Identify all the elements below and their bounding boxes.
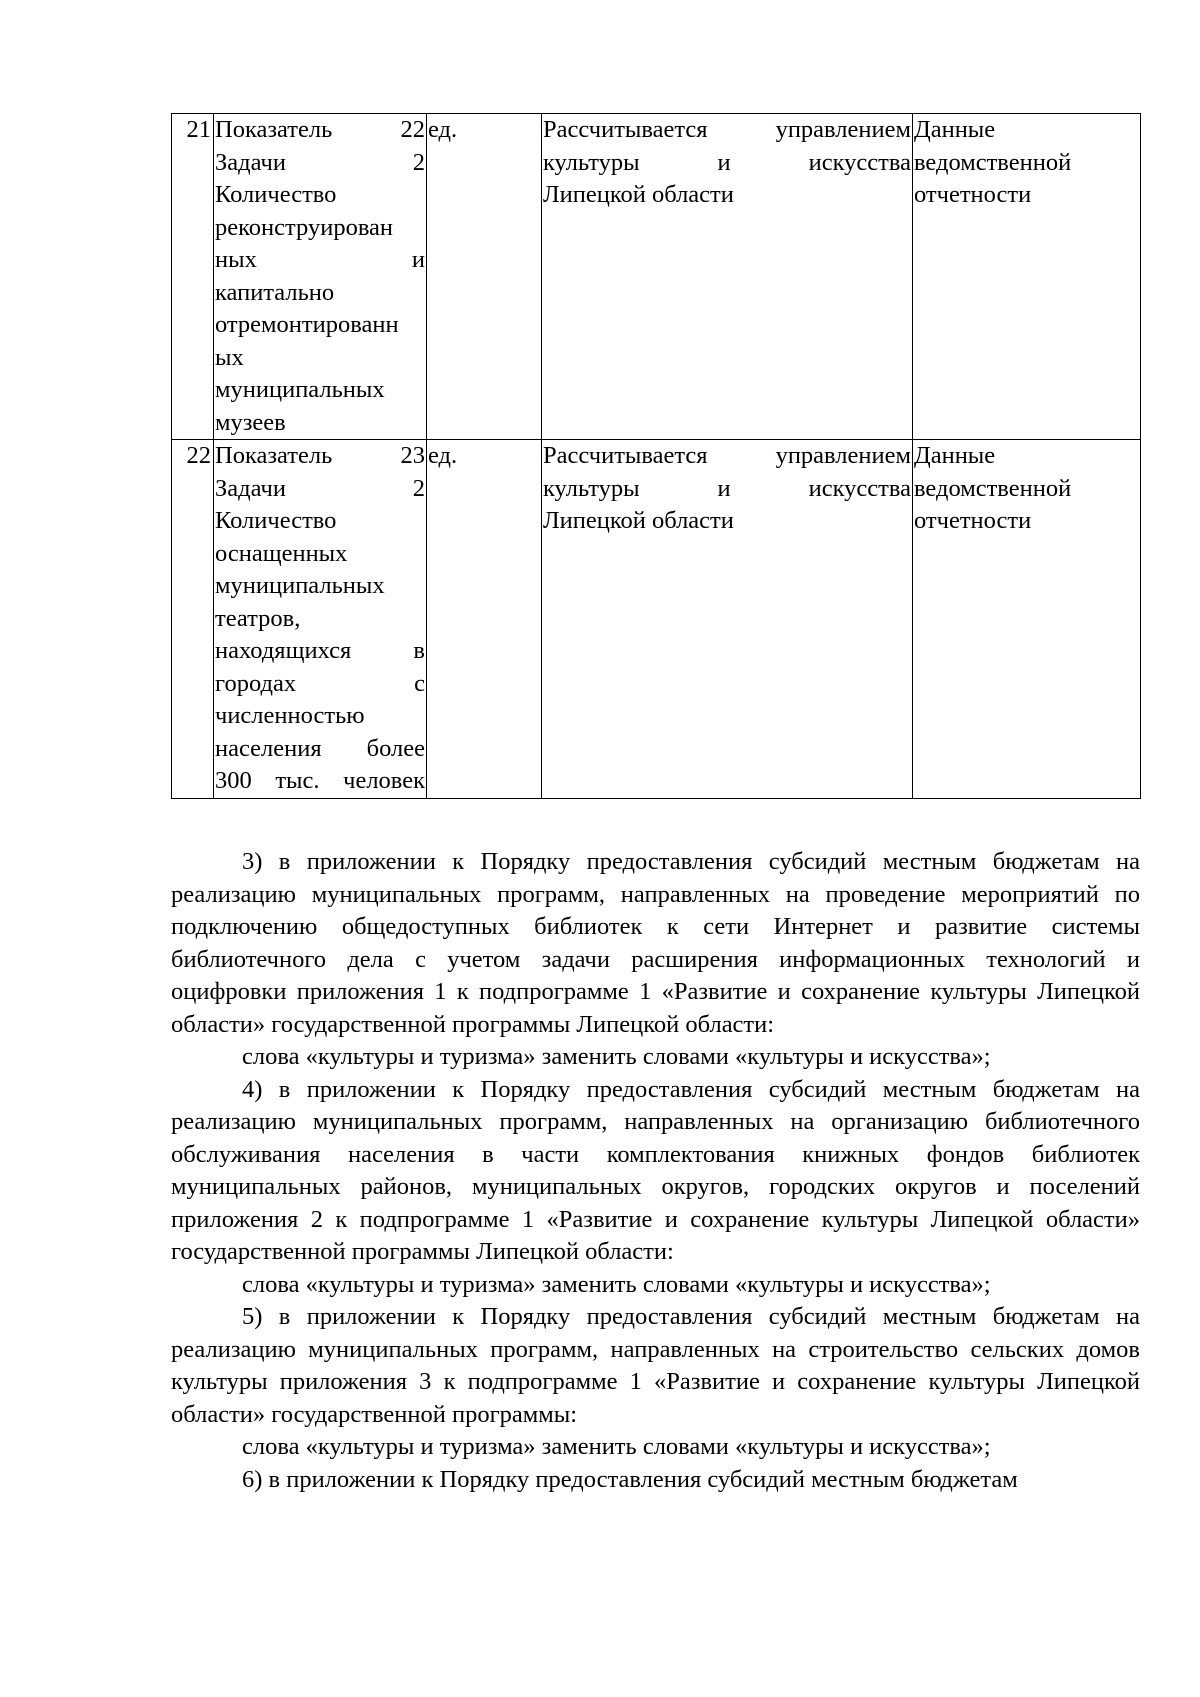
method-cell bbox=[542, 440, 913, 799]
indicators-table bbox=[171, 113, 1141, 799]
indicator-cell-line: музеев bbox=[215, 408, 286, 436]
indicator-cell-line: Показатель 23 bbox=[215, 442, 425, 469]
table-row bbox=[172, 440, 1141, 799]
indicator-cell-line: Показатель 22 bbox=[215, 116, 425, 143]
indicator-cell-line: Количество bbox=[215, 507, 337, 534]
paragraph: слова «культуры и туризма» заменить словами «культуры и искусства»; bbox=[242, 1433, 991, 1460]
source-cell-line: ведомственной bbox=[914, 148, 1072, 176]
method-cell-line: Липецкой области bbox=[543, 181, 734, 208]
source-cell-line: отчетности bbox=[914, 181, 1032, 208]
paragraph: слова «культуры и туризма» заменить словами «культуры и искусства»; bbox=[242, 1270, 991, 1298]
indicator-cell-line: капитально bbox=[215, 278, 335, 306]
unit-cell: ед. bbox=[427, 440, 542, 799]
unit-cell: ед. bbox=[427, 114, 542, 440]
indicator-cell-line: населения более bbox=[215, 734, 425, 762]
method-cell-line: Рассчитывается управлением bbox=[543, 442, 911, 469]
method-cell-line: культуры и искусства bbox=[543, 148, 911, 176]
source-cell-line: отчетности bbox=[914, 507, 1032, 534]
paragraph: 3) в приложении к Порядку предоставления субсидий местным бюджетам на реализацию муниципальных программ, направленных на проведение мероприятий по подключению общедоступных библиотек к сети Интернет и развитие системы библиотечного дела с учетом задачи расширения информационных технологий и оцифровки приложения 1 к подпрограмме 1 «Развитие и сохранение культуры Липецкой области» государственной программы Липецкой области: bbox=[171, 848, 1140, 1038]
method-cell-line: Рассчитывается управлением bbox=[543, 116, 911, 143]
source-cell bbox=[913, 440, 1141, 799]
source-cell-line: Данные bbox=[914, 116, 996, 143]
indicator-cell-line: 300 тыс. человек bbox=[215, 767, 425, 794]
paragraph: 5) в приложении к Порядку предоставления субсидий местным бюджетам на реализацию муниципальных программ, направленных на строительство сельских домов культуры приложения 3 к подпрограмме 1 «Развитие и сохранение культуры Липецкой области» государственной программы: bbox=[171, 1303, 1140, 1428]
indicator-cell-line: Задачи 2 bbox=[215, 474, 425, 502]
body-text bbox=[171, 846, 1140, 1496]
indicator-cell-line: ных и bbox=[215, 246, 425, 273]
paragraph: слова «культуры и туризма» заменить словами «культуры и искусства»; bbox=[242, 1043, 991, 1070]
table-row bbox=[172, 114, 1141, 440]
indicators-table-body bbox=[172, 114, 1141, 799]
indicator-cell-line: Задачи 2 bbox=[215, 148, 425, 176]
method-cell bbox=[542, 114, 913, 440]
indicator-cell-line: численностью bbox=[215, 702, 365, 729]
indicator-cell-line: находящихся в bbox=[215, 637, 425, 664]
paragraph: 6) в приложении к Порядку предоставления субсидий местным бюджетам bbox=[242, 1465, 1018, 1493]
source-cell-line: ведомственной bbox=[914, 474, 1072, 502]
indicator-cell bbox=[214, 440, 427, 799]
source-cell bbox=[913, 114, 1141, 440]
indicator-cell-line: городах с bbox=[215, 669, 425, 697]
row-number-cell: 22 bbox=[172, 440, 214, 799]
indicator-cell-line: реконструирован bbox=[215, 213, 394, 241]
indicator-cell-line: муниципальных bbox=[215, 572, 385, 599]
indicator-cell-line: оснащенных bbox=[215, 539, 348, 567]
indicator-cell-line: ых bbox=[215, 343, 244, 371]
source-cell-line: Данные bbox=[914, 442, 996, 469]
method-cell-line: Липецкой области bbox=[543, 507, 734, 534]
row-number-cell: 21 bbox=[172, 114, 214, 440]
indicator-cell-line: отремонтированн bbox=[215, 311, 399, 338]
indicator-cell-line: театров, bbox=[215, 604, 301, 632]
method-cell-line: культуры и искусства bbox=[543, 474, 911, 502]
indicator-cell bbox=[214, 114, 427, 440]
paragraph: 4) в приложении к Порядку предоставления субсидий местным бюджетам на реализацию муниципальных программ, направленных на организацию библиотечного обслуживания населения в части комплектования книжных фондов библиотек муниципальных районов, муниципальных округов, городских округов и поселений приложения 2 к подпрограмме 1 «Развитие и сохранение культуры Липецкой области» государственной программы Липецкой области: bbox=[171, 1075, 1140, 1265]
indicator-cell-line: Количество bbox=[215, 181, 337, 208]
indicator-cell-line: муниципальных bbox=[215, 376, 385, 403]
